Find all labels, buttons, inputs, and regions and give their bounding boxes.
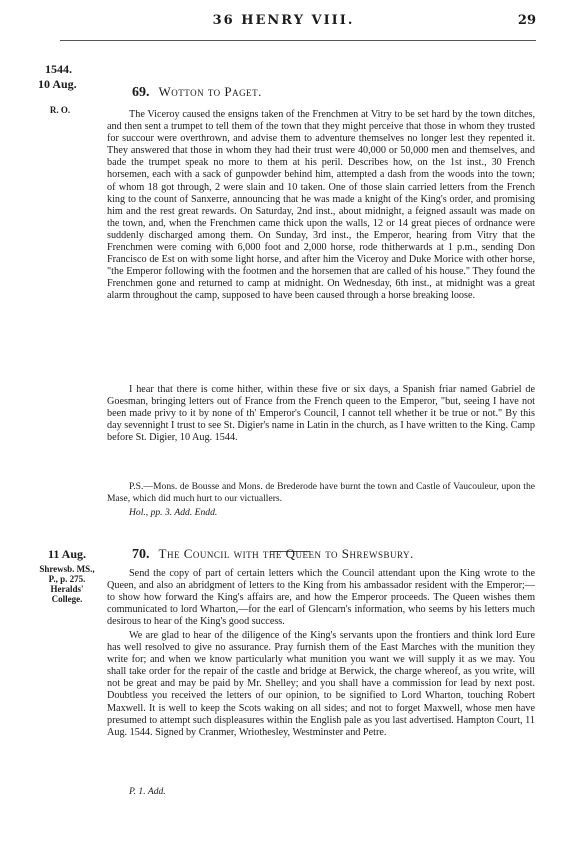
endnote-text: Hol., pp. 3. Add. Endd. (129, 507, 218, 518)
entry-paragraph: I hear that there is come hither, within these five or six days, a Spanish friar named Gabriel de Goesman, bringing letters out of France from the French queen to the Emperor, "but, seeing I have not been made privy to it by none of th' Emperor's Council, I cannot tell whether it be true or not." By this day sevennight I trust to see St. Digier's name in Latin in the church, as I have written to the King. Camp before St. Digier, 10 Aug. 1544. (107, 384, 535, 444)
margin-date: 11 Aug. (48, 547, 87, 561)
margin-date: 10 Aug. (38, 77, 77, 91)
entry-postscript: P.S.—Mons. de Bousse and Mons. de Brederode have burnt the town and Castle of Vaucouleur, upon the Mase, which did much hurt to our victuallers. (107, 481, 535, 505)
entry-paragraph: Send the copy of part of certain letters which the Council attendant upon the King wrote to the Queen, and also an abridgment of letters to the King from his ambassador resident with the Emperor;—to show how forward the King's affairs are, and how the Emperor proceeds. The Queen wishes them communicated to lord Wharton,—for the earl of Glencarn's information, who seems by his letters much desirous to hear of the King's good success. (107, 568, 535, 628)
entry-paragraph: The Viceroy caused the ensigns taken of the Frenchmen at Vitry to be set hard by the town ditches, and then sent a trumpet to tell them of the town that they might perceive that those in whom they trusted for succour were overthrown, and advise them to adventure themselves no longer lest they repented it. They answered that those in whom they had their trust were 40,000 or 50,000 men and themselves, and bade the trumpet speak no more to them at his peril. Describes how, on the 1st inst., 30 French horsemen, each with a sack of gunpowder behind him, attempted a dash from the woods into the town; of whom 18 got through, 2 were slain and 10 taken. One of those slain carried letters from the French king to the count of Sanxerre, announcing that he was made a knight of the King's order, and promising him and the rest great rewards. On Saturday, 2nd inst., about midnight, a feigned assault was made on the town, and, when the Frenchmen came thick upon the walls, 12 or 14 great pieces of ordnance were suddenly discharged among them. On Sunday, 3rd inst., the Emperor, hearing from Vitry that the Frenchmen were coming with 6,000 foot and 2,000 horse, rode thitherwards at 1 p.m., sending Don Francisco de Est on with some light horse, and after him the Viceroy and Duke Morice with other horse, "the Emperor following with the footmen and the horsemen that are called of his house." They found the Frenchmen gone and returned to camp at midnight. On Wednesday, 6th inst., at midnight was a great alarm throughout the camp, supposed to have been caused through a horse breaking loose. (107, 109, 535, 302)
entry-number: 70. (132, 547, 150, 562)
entry-number: 69. (132, 85, 150, 100)
margin-year: 1544. (45, 62, 72, 76)
page-header-title: 36 HENRY VIII. (212, 13, 355, 28)
header-rule (60, 40, 536, 41)
page-number: 29 (517, 13, 536, 28)
entry-heading (132, 546, 414, 563)
entry-endnote (129, 786, 166, 797)
entry-title: The Council with the Queen to Shrewsbury. (158, 546, 414, 561)
entry-title: Wotton to Paget. (158, 84, 262, 99)
entry-endnote (129, 507, 217, 518)
margin-source: R. O. (49, 105, 71, 115)
entry-heading (132, 84, 262, 101)
margin-source: Shrewsb. MS., P., p. 275. Heralds' College. (39, 564, 95, 604)
entry-paragraph: We are glad to hear of the diligence of the King's servants upon the frontiers and think lord Eure has well resolved to give no assurance. Pray furnish them of the East Marches with the munition they write for; and when we know particularly what munition you want we will supply it as we may. You shall take order for the repair of the castle and bridge at Berwick, the charge whereof, as you write, will not be great and may be paid by Mr. Shelley; and you shall have a commission for lead by next post. Doubtless you received the letters of our opinion, to be signified to Lord Wharton, touching Robert Maxwell. It is well to keep the Scots waking on all sides; and not to forget Maxwell, whose men have presumed to attempt such displeasures within the English pale as you last advertised. Hampton Court, 11 Aug. 1544. Signed by Cranmer, Wriothesley, Westminster and Petre. (107, 630, 535, 738)
endnote-text: P. 1. Add. (129, 786, 166, 797)
